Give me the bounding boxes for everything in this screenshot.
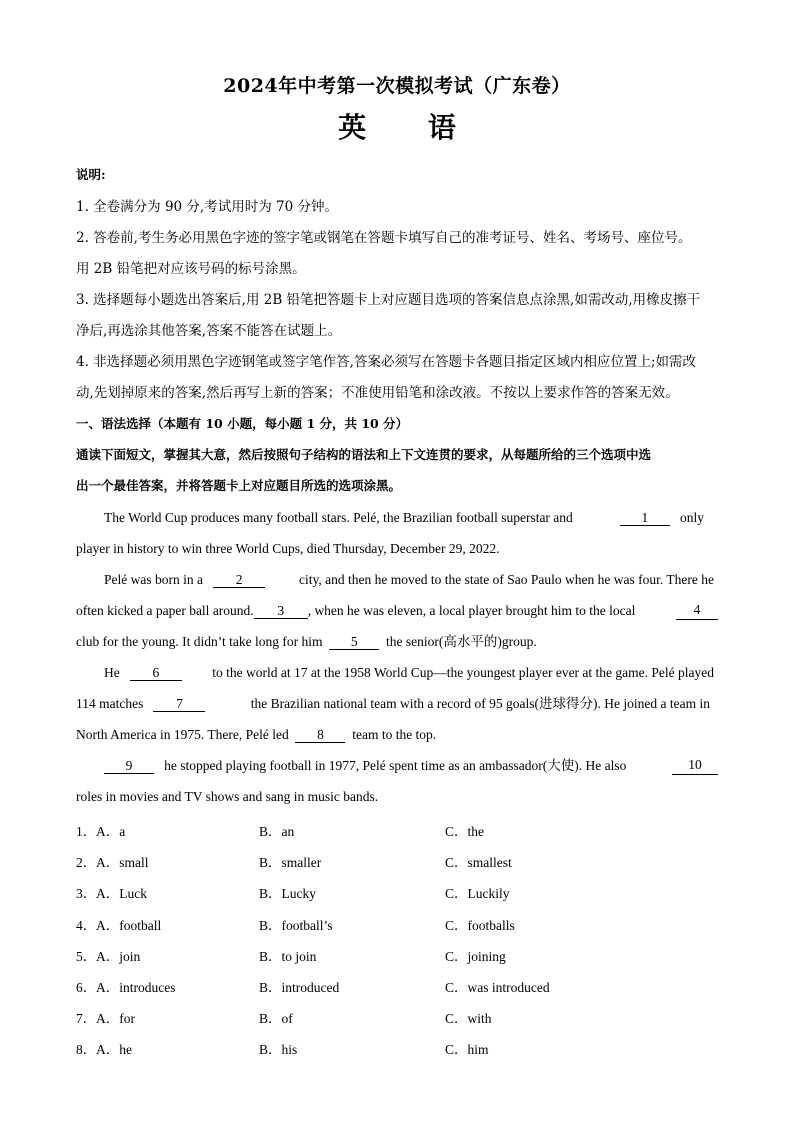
answer-blank-3: 3 bbox=[254, 603, 308, 619]
passage-text: team to the top. bbox=[352, 727, 437, 742]
option-c: C．with bbox=[445, 1011, 492, 1026]
question-number: 6． bbox=[76, 980, 97, 995]
answer-blank-4: 4 bbox=[676, 602, 718, 620]
option-a: A．introduces bbox=[96, 980, 176, 995]
question-number: 1． bbox=[76, 824, 97, 839]
option-a: A．join bbox=[96, 949, 141, 964]
instruction-item: 用 2B 铅笔把对应该号码的标号涂黑。 bbox=[76, 261, 306, 277]
passage-line bbox=[104, 509, 704, 527]
option-b: B．Lucky bbox=[259, 886, 316, 901]
instruction-item: 2. 答卷前,考生务必用黑色字迹的签字笔或钢笔在答题卡填写自己的准考证号、姓名、考场号、座位号。 bbox=[76, 230, 692, 246]
answer-blank-6: 6 bbox=[130, 665, 182, 681]
question-number: 3． bbox=[76, 886, 97, 901]
passage-text: roles in movies and TV shows and sang in music bands. bbox=[76, 789, 379, 804]
subject-title: 英 语 bbox=[338, 111, 482, 144]
passage-text: often kicked a paper ball around. bbox=[76, 603, 254, 618]
passage-text: he stopped playing football in 1977, Pelé spent time as an ambassador(大使). He also bbox=[164, 758, 627, 773]
section-directions: 通读下面短文，掌握其大意，然后按照句子结构的语法和上下文连贯的要求，从每题所给的三个选项中选 bbox=[76, 447, 652, 462]
answer-blank-1: 1 bbox=[620, 510, 670, 526]
question-number: 2． bbox=[76, 855, 97, 870]
option-a: A．Luck bbox=[96, 886, 147, 901]
passage-text: to the world at 17 at the 1958 World Cup—the youngest player ever at the game. Pelé played bbox=[212, 665, 714, 680]
passage-text: The World Cup produces many football stars. Pelé, the Brazilian football superstar and bbox=[104, 510, 573, 525]
passage-line bbox=[104, 571, 714, 589]
answer-blank-9: 9 bbox=[104, 758, 154, 774]
option-a: A．for bbox=[96, 1011, 135, 1026]
question-number: 4． bbox=[76, 918, 97, 933]
passage-text: the senior(高水平的)group. bbox=[385, 634, 537, 649]
question-number: 7． bbox=[76, 1011, 97, 1026]
passage-text: the Brazilian national team with a record of 95 goals(进球得分). He joined a team in bbox=[250, 696, 710, 711]
option-a: A．a bbox=[96, 824, 126, 839]
passage-line bbox=[76, 695, 710, 713]
option-b: B．an bbox=[259, 824, 295, 839]
answer-blank-7: 7 bbox=[153, 696, 205, 712]
passage-text: Pelé was born in a bbox=[104, 572, 203, 587]
answer-blank-10: 10 bbox=[672, 757, 718, 775]
passage-text: only bbox=[679, 510, 704, 525]
instruction-item: 净后,再选涂其他答案,答案不能答在试题上。 bbox=[76, 323, 342, 339]
passage-line bbox=[104, 757, 718, 775]
passage-text: North America in 1975. There, Pelé led bbox=[76, 727, 289, 742]
option-b: B．football’s bbox=[259, 918, 333, 933]
instruction-item: 1. 全卷满分为 90 分,考试用时为 70 分钟。 bbox=[76, 199, 338, 215]
passage-text: city, and then he moved to the state of Sao Paulo when he was four. There he bbox=[298, 572, 714, 587]
answer-blank-5: 5 bbox=[329, 634, 379, 650]
instruction-item: 4. 非选择题必须用黑色字迹钢笔或签字笔作答,答案必须写在答题卡各题目指定区域内相应位置上;如需改 bbox=[76, 354, 697, 370]
passage-text: club for the young. It didn’t take long for him bbox=[76, 634, 323, 649]
option-c: C．was introduced bbox=[445, 980, 550, 995]
option-c: C．smallest bbox=[445, 855, 512, 870]
passage-line bbox=[76, 633, 722, 651]
option-b: B．introduced bbox=[259, 980, 340, 995]
option-c: C．footballs bbox=[445, 918, 515, 933]
instruction-item: 3. 选择题每小题选出答案后,用 2B 铅笔把答题卡上对应题目选项的答案信息点涂黑,如需改动,用橡皮擦干 bbox=[76, 292, 701, 308]
question-number: 5． bbox=[76, 949, 97, 964]
option-b: B．smaller bbox=[259, 855, 322, 870]
passage-line bbox=[76, 726, 722, 744]
passage-line bbox=[76, 602, 718, 620]
option-a: A．football bbox=[96, 918, 162, 933]
exam-title: 2024年中考第一次模拟考试（广东卷） bbox=[223, 75, 571, 97]
option-c: C．joining bbox=[445, 949, 506, 964]
passage-text: He bbox=[104, 665, 120, 680]
option-c: C．him bbox=[445, 1042, 489, 1057]
section-heading: 一、语法选择（本题有 10 小题，每小题 1 分，共 10 分） bbox=[76, 416, 409, 431]
instructions-heading: 说明: bbox=[76, 167, 106, 182]
passage-line bbox=[104, 664, 714, 682]
option-b: B．his bbox=[259, 1042, 298, 1057]
passage-text: player in history to win three World Cups, died Thursday, December 29, 2022. bbox=[76, 541, 500, 556]
section-directions: 出一个最佳答案，并将答题卡上对应题目所选的选项涂黑。 bbox=[76, 478, 402, 493]
passage-text: 114 matches bbox=[76, 696, 144, 711]
passage-text: , when he was eleven, a local player brought him to the local bbox=[307, 603, 636, 618]
option-c: C．the bbox=[445, 824, 484, 839]
option-a: A．he bbox=[96, 1042, 132, 1057]
instruction-item: 动,先划掉原来的答案,然后再写上新的答案；不准使用铅笔和涂改液。不按以上要求作答的答案无效。 bbox=[76, 385, 679, 401]
option-c: C．Luckily bbox=[445, 886, 510, 901]
option-b: B．of bbox=[259, 1011, 293, 1026]
answer-blank-8: 8 bbox=[295, 727, 345, 743]
question-number: 8． bbox=[76, 1042, 97, 1057]
answer-blank-2: 2 bbox=[213, 572, 265, 588]
option-b: B．to join bbox=[259, 949, 317, 964]
option-a: A．small bbox=[96, 855, 149, 870]
